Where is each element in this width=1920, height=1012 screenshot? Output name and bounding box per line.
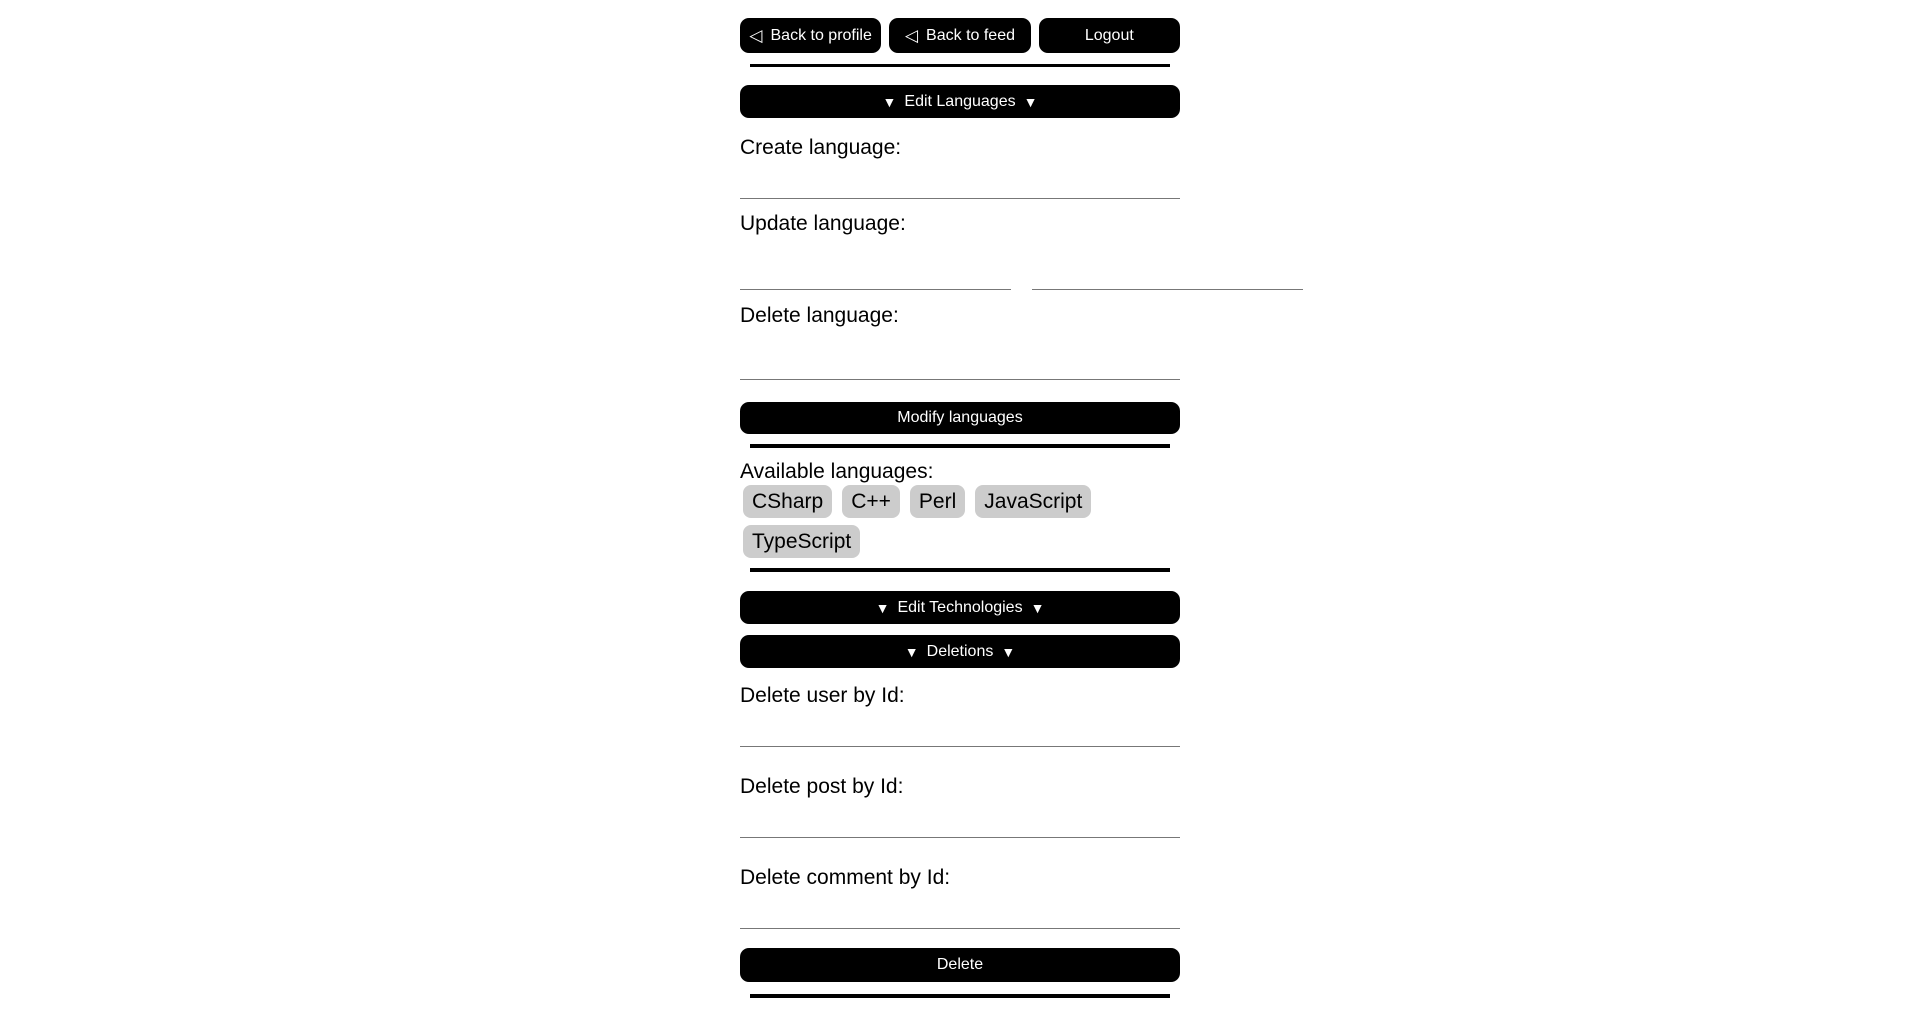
delete-comment-id-input[interactable] xyxy=(740,889,1180,929)
chevron-down-icon: ▼ xyxy=(1030,599,1045,616)
edit-languages-label: Edit Languages xyxy=(904,92,1016,110)
logout-button[interactable] xyxy=(1039,18,1180,53)
delete-language-field xyxy=(740,305,1180,380)
language-tag: C++ xyxy=(842,485,900,518)
delete-user-field xyxy=(740,685,1180,747)
chevron-down-icon: ▼ xyxy=(1023,93,1038,110)
delete-button[interactable] xyxy=(740,948,1180,982)
chevron-down-icon: ▼ xyxy=(875,599,890,616)
create-language-input[interactable] xyxy=(740,159,1180,199)
available-languages-list xyxy=(743,485,1180,558)
delete-post-label: Delete post by Id: xyxy=(740,775,904,798)
update-language-label: Update language: xyxy=(740,212,906,235)
chevron-down-icon: ▼ xyxy=(882,93,897,110)
logout-label: Logout xyxy=(1084,26,1134,44)
delete-user-label: Delete user by Id: xyxy=(740,684,905,707)
create-language-label: Create language: xyxy=(740,136,902,159)
language-tag: JavaScript xyxy=(975,485,1091,518)
delete-comment-field xyxy=(740,867,1180,929)
back-arrow-icon: ◁ xyxy=(749,26,763,45)
deletions-label: Deletions xyxy=(926,642,994,660)
language-tag: TypeScript xyxy=(743,525,860,558)
delete-comment-label: Delete comment by Id: xyxy=(740,866,951,889)
delete-post-id-input[interactable] xyxy=(740,798,1180,838)
modify-languages-label: Modify languages xyxy=(897,409,1023,426)
admin-panel xyxy=(740,0,1180,998)
deletions-toggle[interactable] xyxy=(740,635,1180,668)
create-language-field xyxy=(740,137,1180,199)
back-to-profile-label: Back to profile xyxy=(770,26,872,44)
divider xyxy=(750,444,1170,448)
divider xyxy=(750,64,1170,67)
chevron-down-icon: ▼ xyxy=(1001,643,1016,660)
chevron-down-icon: ▼ xyxy=(904,643,919,660)
language-tag: CSharp xyxy=(743,485,832,518)
topbar xyxy=(740,18,1180,53)
modify-languages-button[interactable] xyxy=(740,402,1180,434)
edit-technologies-label: Edit Technologies xyxy=(897,598,1023,616)
back-to-feed-label: Back to feed xyxy=(926,26,1015,44)
delete-post-field xyxy=(740,776,1180,838)
delete-user-id-input[interactable] xyxy=(740,707,1180,747)
back-to-profile-button[interactable] xyxy=(740,18,881,53)
edit-languages-toggle[interactable] xyxy=(740,85,1180,118)
back-to-feed-button[interactable] xyxy=(889,18,1030,53)
delete-language-input[interactable] xyxy=(740,340,1180,380)
delete-language-label: Delete language: xyxy=(740,304,899,327)
language-tag: Perl xyxy=(910,485,965,518)
update-language-new-input[interactable] xyxy=(1032,250,1303,290)
update-language-inputs xyxy=(740,250,1180,290)
update-language-old-input[interactable] xyxy=(740,250,1011,290)
edit-technologies-toggle[interactable] xyxy=(740,591,1180,624)
back-arrow-icon: ◁ xyxy=(904,26,919,45)
divider xyxy=(750,568,1170,572)
delete-label: Delete xyxy=(936,956,984,973)
divider xyxy=(750,994,1170,998)
available-languages-label: Available languages: xyxy=(740,460,934,483)
update-language-field xyxy=(740,213,1180,290)
